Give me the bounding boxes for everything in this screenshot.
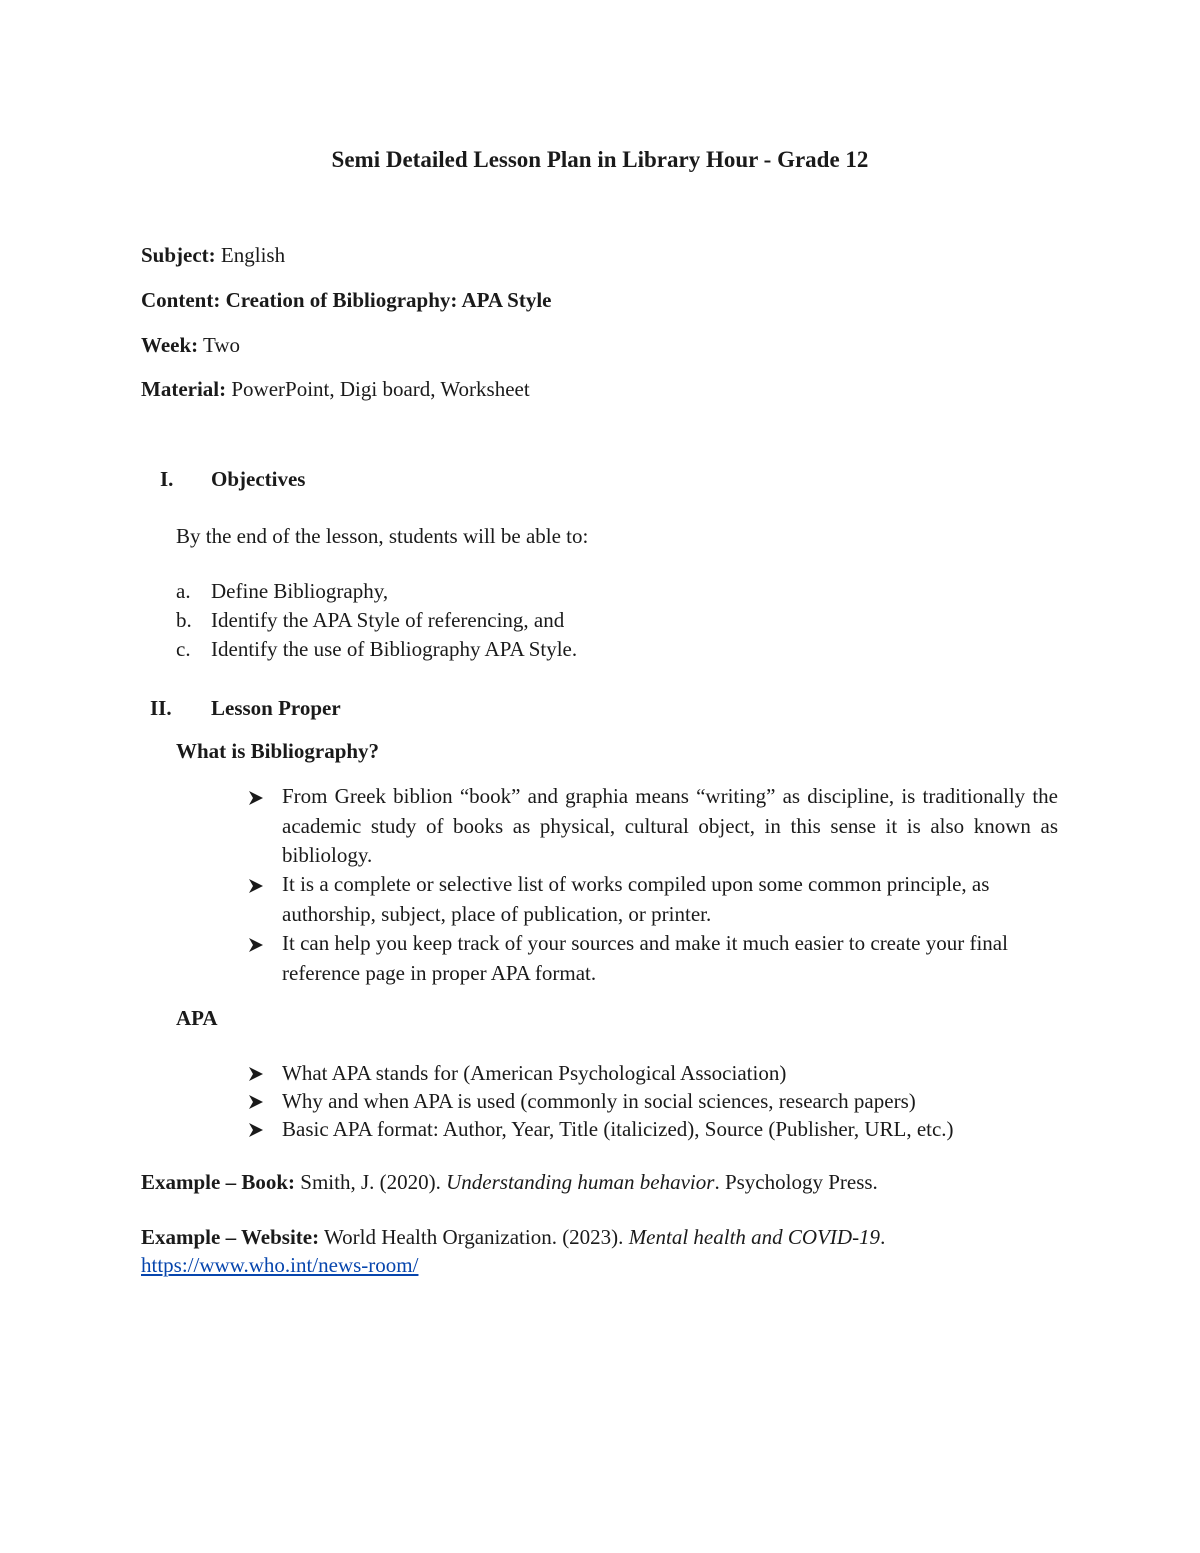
arrow-bullet-icon xyxy=(248,937,264,953)
bibliography-bullet: It can help you keep track of your sources and make it much easier to create your final reference page in proper APA format. xyxy=(282,931,1008,985)
page-title: Semi Detailed Lesson Plan in Library Hour - Grade 12 xyxy=(331,147,869,172)
objective-letter: c. xyxy=(176,637,191,661)
objectives-heading: Objectives xyxy=(211,467,306,491)
example-website xyxy=(141,1227,885,1248)
apa-bullet: Basic APA format: Author, Year, Title (italicized), Source (Publisher, URL, etc.) xyxy=(282,1117,954,1141)
content-line xyxy=(141,290,551,311)
subject-label: Subject: xyxy=(141,243,216,267)
bibliography-heading: What is Bibliography? xyxy=(176,739,380,763)
apa-bullet: What APA stands for (American Psychological Association) xyxy=(282,1061,787,1085)
example-website-label: Example – Website: xyxy=(141,1225,320,1249)
arrow-bullet-icon xyxy=(248,790,264,806)
example-website-title: Mental health and COVID-19 xyxy=(628,1225,881,1249)
week-value: Two xyxy=(203,333,241,357)
arrow-bullet-icon xyxy=(248,1066,264,1082)
example-book-rest: . Psychology Press. xyxy=(714,1170,878,1194)
bibliography-bullet: From Greek biblion “book” and graphia means “writing” as discipline, is traditionally the academic study of books as physical, cultural object, in this sense it is also known as bibliology. xyxy=(282,784,1058,867)
bibliography-bullet: It is a complete or selective list of works compiled upon some common principle, as authorship, subject, place of publication, or printer. xyxy=(282,872,990,926)
example-book-author: Smith, J. (2020). xyxy=(300,1170,441,1194)
material-value: PowerPoint, Digi board, Worksheet xyxy=(231,377,530,401)
material-label: Material: xyxy=(141,377,227,401)
objective-text: Identify the APA Style of referencing, and xyxy=(211,608,565,632)
arrow-bullet-icon xyxy=(248,878,264,894)
example-book-title: Understanding human behavior xyxy=(446,1170,715,1194)
week-label: Week: xyxy=(141,333,199,357)
objective-letter: a. xyxy=(176,579,191,603)
section-numeral-objectives: I. xyxy=(160,467,174,491)
subject-line xyxy=(141,245,285,266)
example-website-rest: . xyxy=(880,1225,886,1249)
section-numeral-lesson: II. xyxy=(150,696,172,720)
apa-bullet: Why and when APA is used (commonly in social sciences, research papers) xyxy=(282,1089,916,1113)
example-book-label: Example – Book: xyxy=(141,1170,296,1194)
content-label: Content: xyxy=(141,288,221,312)
week-line xyxy=(141,335,240,356)
objective-text: Identify the use of Bibliography APA Style. xyxy=(211,637,578,661)
lesson-heading: Lesson Proper xyxy=(211,696,341,720)
objective-letter: b. xyxy=(176,608,192,632)
content-value: Creation of Bibliography: APA Style xyxy=(225,288,552,312)
example-website-author: World Health Organization. (2023). xyxy=(324,1225,624,1249)
arrow-bullet-icon xyxy=(248,1122,264,1138)
example-website-link[interactable]: https://www.who.int/news-room/ xyxy=(141,1253,419,1277)
subject-value: English xyxy=(220,243,286,267)
apa-heading: APA xyxy=(176,1006,218,1030)
objectives-intro: By the end of the lesson, students will be able to: xyxy=(176,524,589,548)
material-line xyxy=(141,379,530,400)
objective-text: Define Bibliography, xyxy=(211,579,389,603)
example-book xyxy=(141,1172,878,1193)
arrow-bullet-icon xyxy=(248,1094,264,1110)
